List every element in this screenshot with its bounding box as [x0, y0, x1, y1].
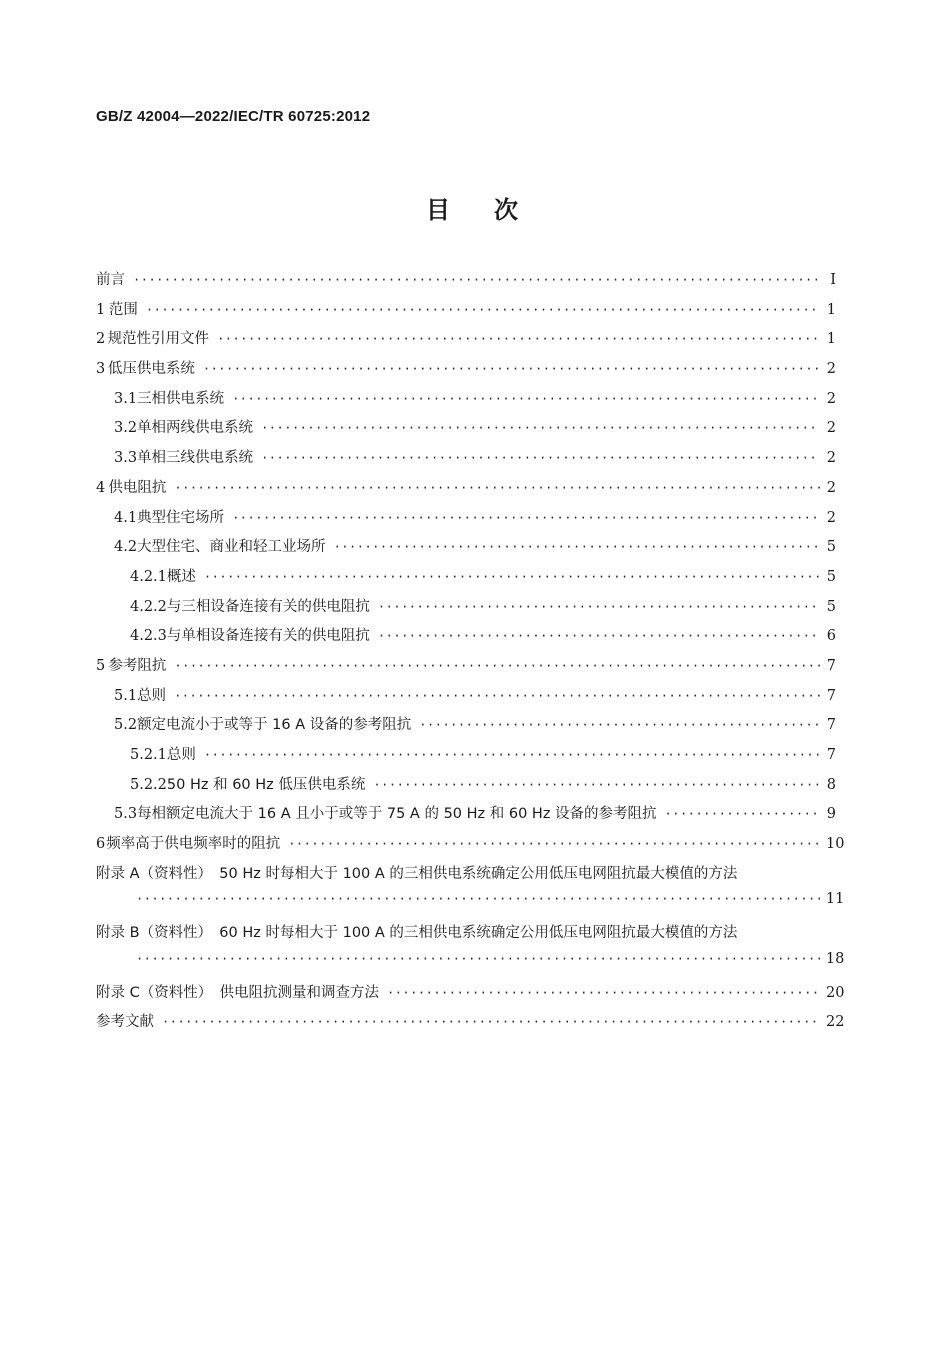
toc-entry-number: 3.2: [114, 420, 138, 437]
toc-entry-number: 4.2.2: [130, 598, 167, 615]
toc-entry-annex-a-page[interactable]: [96, 891, 845, 921]
toc-entry[interactable]: [96, 506, 836, 536]
toc-entry-page: 18: [825, 950, 845, 967]
toc-entry-title: 概述: [166, 568, 196, 585]
toc-entry-title: 典型住宅场所: [137, 509, 225, 526]
toc-entry-title: 前言: [96, 272, 125, 288]
toc-entry-page: 2: [826, 390, 836, 407]
toc-leader-dots: [203, 362, 820, 376]
toc-entry-page: 5: [826, 539, 836, 556]
toc-entry-page: 2: [826, 479, 836, 496]
toc-leader-dots: [378, 600, 820, 614]
toc-leader-dots: [162, 1015, 820, 1029]
toc-entry-number: 5.1: [114, 687, 138, 704]
toc-entry-page: 7: [826, 717, 836, 734]
toc-entry-title: 总则: [137, 687, 167, 704]
toc-leader-dots: [419, 718, 820, 732]
toc-entry-title: 参考阻抗: [108, 657, 167, 674]
toc-entry-number: 4: [96, 479, 106, 496]
toc-entry[interactable]: [96, 713, 836, 743]
toc-entry-title: 供电阻抗: [108, 479, 167, 496]
toc-entry-title: 参考文献: [96, 1014, 154, 1031]
toc-entry-title: 频率高于供电频率时的阻抗: [106, 836, 281, 853]
toc-leader-dots: [136, 892, 820, 906]
toc-entry-annex-c[interactable]: [96, 981, 845, 1011]
toc-entry-title: 50 Hz 和 60 Hz 低压供电系统: [166, 776, 366, 793]
toc-entry-page: 2: [826, 420, 836, 437]
toc-entry-number: 4.2.1: [130, 568, 167, 585]
toc-entry-page: 7: [826, 657, 836, 674]
toc-entry-foreword[interactable]: [96, 268, 836, 298]
toc-entry-page: Ⅰ: [830, 272, 836, 288]
toc-entry-page: 9: [826, 806, 836, 823]
toc-entry-number: 5: [96, 657, 106, 674]
toc-entry[interactable]: [96, 595, 836, 625]
toc-entry[interactable]: [96, 802, 836, 832]
toc-entry-page: 5: [826, 598, 836, 615]
toc-entry-title: 总则: [166, 747, 196, 763]
toc-entry-page: 7: [826, 747, 836, 763]
toc-entry[interactable]: [96, 416, 836, 446]
toc-leader-dots: [217, 332, 820, 346]
toc-entry[interactable]: [96, 773, 836, 803]
toc-leader-dots: [136, 952, 820, 966]
toc-leader-dots: [146, 303, 820, 317]
toc-entry-page: 10: [826, 836, 845, 853]
toc-entry-title: 大型住宅、商业和轻工业场所: [137, 539, 326, 556]
toc-entry-title: 低压供电系统: [107, 361, 195, 378]
toc-entry-number: 5.2.1: [130, 747, 167, 763]
toc-entry[interactable]: [96, 565, 836, 595]
toc-leader-dots: [204, 748, 820, 762]
toc-leader-dots: [288, 837, 820, 851]
toc-entry-annex-b[interactable]: [96, 921, 836, 951]
toc-entry-title: 附录 C（资料性） 供电阻抗测量和调查方法: [96, 984, 379, 1001]
toc-entry-number: 2: [96, 331, 106, 348]
toc-entry-page: 20: [826, 984, 845, 1001]
toc-leader-dots: [665, 807, 820, 821]
toc-leader-dots: [378, 629, 820, 643]
toc-entry-title: 规范性引用文件: [107, 331, 210, 348]
toc-entry-number: 4.2.3: [130, 628, 167, 645]
toc-entry-page: 1: [826, 301, 836, 318]
toc-entry-title: 与三相设备连接有关的供电阻抗: [166, 598, 370, 615]
toc-entry[interactable]: [96, 684, 836, 714]
toc-entry-title: 单相两线供电系统: [137, 420, 254, 437]
toc-entry-number: 1: [96, 301, 106, 318]
toc-entry-number: 4.1: [114, 509, 138, 526]
toc-leader-dots: [373, 778, 820, 792]
toc-entry-bibliography[interactable]: [96, 1010, 845, 1040]
toc-entry[interactable]: [96, 624, 836, 654]
toc-entry-number: 5.2: [114, 717, 138, 734]
toc-entry-page: 8: [826, 776, 836, 793]
toc-entry-page: 2: [826, 361, 836, 378]
toc-entry[interactable]: [96, 654, 836, 684]
toc-entry-number: 5.3: [114, 806, 138, 823]
toc-entry[interactable]: [96, 327, 836, 357]
toc-entry-page: 6: [826, 628, 836, 645]
toc-leader-dots: [232, 511, 820, 525]
page-title: 目次: [426, 196, 562, 224]
toc-entry-page: 1: [826, 331, 836, 348]
toc-leader-dots: [387, 986, 820, 1000]
toc-entry-page: 5: [826, 568, 836, 585]
toc-leader-dots: [174, 689, 820, 703]
toc-entry[interactable]: [96, 476, 836, 506]
toc-entry[interactable]: [96, 535, 836, 565]
toc-entry-title: 附录 B（资料性） 60 Hz 时每相大于 100 A 的三相供电系统确定公用低压电网阻抗最大模值的方法: [96, 925, 738, 942]
toc-entry-title: 与单相设备连接有关的供电阻抗: [166, 628, 370, 645]
toc-entry-title: 额定电流小于或等于 16 A 设备的参考阻抗: [137, 717, 412, 734]
toc-leader-dots: [133, 273, 820, 287]
toc-entry[interactable]: [96, 743, 836, 773]
toc-entry-page: 11: [825, 891, 845, 908]
toc-leader-dots: [261, 421, 820, 435]
toc-leader-dots: [204, 570, 820, 584]
toc-entry-title: 每相额定电流大于 16 A 且小于或等于 75 A 的 50 Hz 和 60 Hz 设备的参考阻抗: [137, 806, 657, 823]
toc-leader-dots: [174, 481, 820, 495]
document-code: GB/Z 42004—2022/IEC/TR 60725:2012: [96, 108, 371, 125]
toc-entry-number: 3: [96, 361, 106, 378]
toc-entry-page: 2: [826, 509, 836, 526]
toc-leader-dots: [261, 451, 820, 465]
toc-entry-page: 2: [826, 450, 836, 467]
table-of-contents: [96, 268, 845, 1040]
toc-entry-number: 3.1: [114, 390, 138, 407]
toc-entry-number: 5.2.2: [130, 776, 167, 793]
toc-entry[interactable]: [96, 832, 845, 862]
toc-leader-dots: [174, 659, 820, 673]
toc-entry[interactable]: [96, 357, 836, 387]
toc-entry-number: 3.3: [114, 450, 138, 467]
toc-entry-number: 6: [96, 836, 106, 853]
toc-entry-annex-a[interactable]: [96, 862, 836, 892]
toc-entry-title: 附录 A（资料性） 50 Hz 时每相大于 100 A 的三相供电系统确定公用低压电网阻抗最大模值的方法: [96, 865, 738, 882]
toc-entry-annex-b-page[interactable]: [96, 950, 845, 981]
toc-entry-page: 22: [826, 1014, 845, 1031]
toc-entry[interactable]: [96, 446, 836, 476]
toc-entry-title: 三相供电系统: [137, 390, 225, 407]
toc-entry-title: 单相三线供电系统: [137, 450, 254, 467]
toc-entry-number: 4.2: [114, 539, 138, 556]
toc-entry[interactable]: [96, 298, 836, 328]
toc-entry-title: 范围: [108, 301, 138, 318]
toc-entry-page: 7: [826, 687, 836, 704]
toc-entry[interactable]: [96, 387, 836, 417]
toc-leader-dots: [334, 540, 820, 554]
toc-leader-dots: [232, 392, 820, 406]
